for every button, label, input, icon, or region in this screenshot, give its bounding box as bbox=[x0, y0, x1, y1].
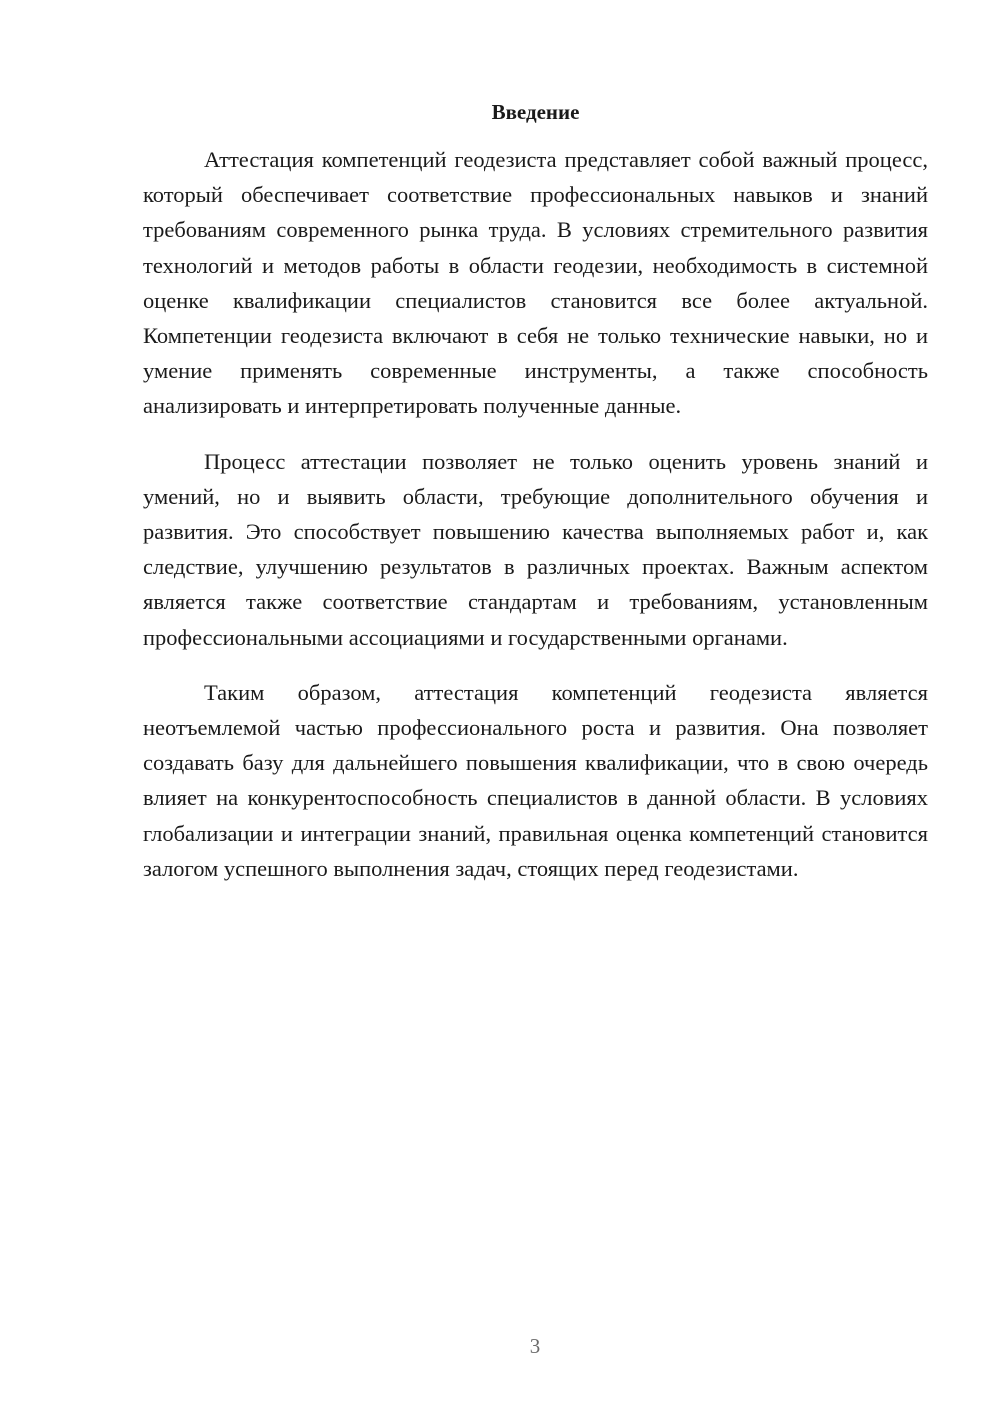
page-number: 3 bbox=[529, 1334, 541, 1358]
paragraph-3: Таким образом, аттестация компетенций геодезиста является неотъемлемой частью профессионального роста и развития. Она позволяет создавать базу для дальнейшего повышения квалификации, что в свою очередь влияет на конкурентоспособность специалистов в данной области. В условиях глобализации и интеграции знаний, правильная оценка компетенций становится залогом успешного выполнения задач, стоящих перед геодезистами. bbox=[143, 679, 928, 881]
paragraph-1: Аттестация компетенций геодезиста представляет собой важный процесс, который обеспечивает соответствие профессиональных навыков и знаний требованиям современного рынка труда. В условиях стремительного развития технологий и методов работы в области геодезии, необходимость в системной оценке квалификации специалистов становится все более актуальной. Компетенции геодезиста включают в себя не только технические навыки, но и умение применять современные инструменты, а также способность анализировать и интерпретировать полученные данные. bbox=[143, 147, 928, 419]
paragraph-2: Процесс аттестации позволяет не только оценить уровень знаний и умений, но и выявить области, требующие дополнительного обучения и развития. Это способствует повышению качества выполняемых работ и, как следствие, улучшению результатов в различных проектах. Важным аспектом является также соответствие стандартам и требованиям, установленным профессиональными ассоциациями и государственными органами. bbox=[143, 448, 928, 650]
section-heading: Введение bbox=[491, 100, 580, 124]
body-text bbox=[143, 142, 928, 886]
